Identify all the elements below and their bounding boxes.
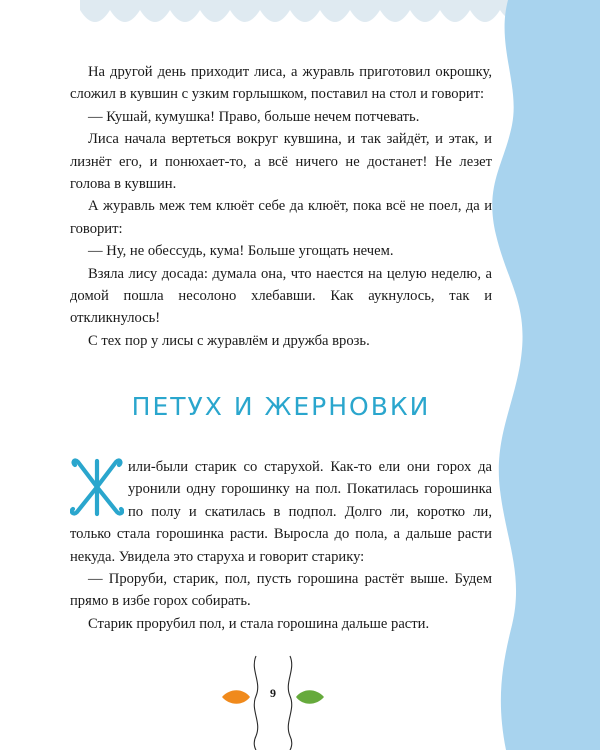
paragraph-text: или-были старик со старухой. Как-то ели они горох да уронили одну горошинку на пол. Покатилась горошинка по полу и скатилась в подпол. Долго ли, коротко ли, только стала горошинка расти. Выросла до пола, а дальше расти некуда. Увидела это старуха и говорит старику: [70,459,492,565]
paragraph: — Ну, не обессудь, кума! Больше угощать нечем. [88,243,394,260]
paragraph: Старик прорубил пол, и стала горошина дальше расти. [88,615,430,632]
dropcap-letter-zh [70,456,124,518]
paragraph: На другой день приходит лиса, а журавль приготовил окрошку, сложил в кувшин с узким горлышком, поставил на стол и говорит: [70,64,492,103]
paragraph: С тех пор у лисы с журавлём и дружба врозь. [88,332,370,349]
orange-leaf [222,690,250,704]
side-band [492,0,600,750]
paragraph: — Кушай, кумушка! Право, больше нечем потчевать. [88,108,420,125]
bottom-ornament [254,656,292,750]
story-text-top [70,61,492,352]
paragraph: Лиса начала вертеться вокруг кувшина, и так зайдёт, и этак, и лизнёт его, и понюхает-то, а всё ничего не достанет! Не лезет голова в кувшин. [70,131,492,193]
page-number: 9 [270,686,276,700]
story-text-bottom [70,456,492,635]
paragraph: А журавль меж тем клюёт себе да клюёт, пока всё не поел, да и говорит: [70,198,492,237]
top-ornament-pattern [80,0,520,22]
story-title: ПЕТУХ И ЖЕРНОВКИ [131,392,431,421]
paragraph [70,456,492,568]
green-leaf [296,690,324,704]
paragraph: — Проруби, старик, пол, пусть горошина растёт выше. Будем прямо в избе горох собирать. [70,571,492,610]
paragraph: Взяла лису досада: думала она, что наестся на целую неделю, а домой пошла несолоно хлебавши. Как аукнулось, так и откликнулось! [70,265,492,327]
dropcap [70,456,124,520]
